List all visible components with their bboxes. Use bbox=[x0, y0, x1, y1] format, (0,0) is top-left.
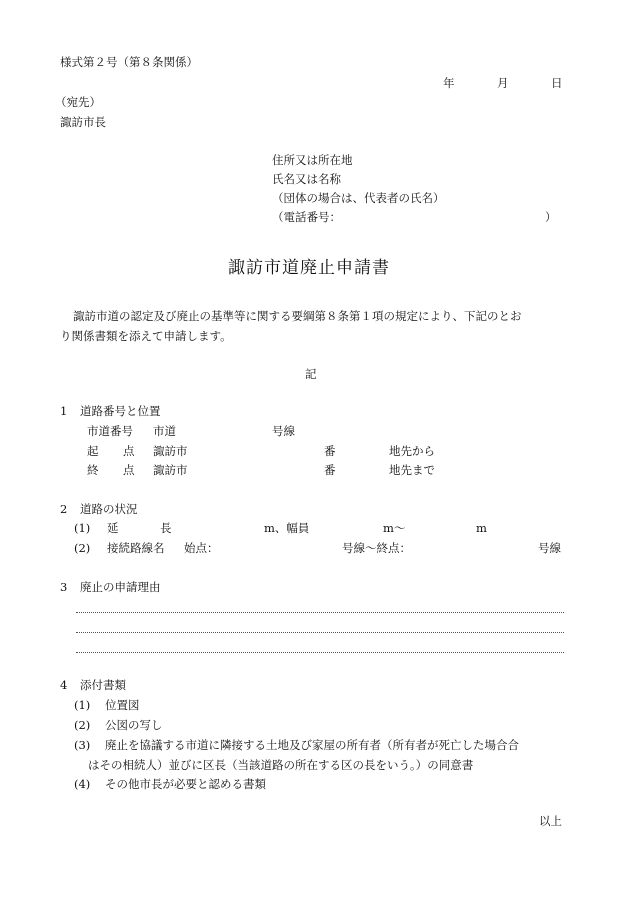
start-point-city: 諏訪市 bbox=[153, 444, 188, 458]
attachment-1-text: 位置図 bbox=[105, 698, 140, 712]
section4-heading: 添付書類 bbox=[80, 678, 126, 692]
attachment-4-text: その他市長が必要と認める書類 bbox=[105, 777, 266, 791]
route-prefix: 市道 bbox=[153, 424, 176, 438]
start-point-label-a: 起 bbox=[87, 444, 99, 458]
route-suffix: 号線 bbox=[272, 424, 295, 438]
section4-number: 4 bbox=[60, 678, 68, 692]
end-point-label-b: 点 bbox=[123, 463, 135, 477]
closing-ijou: 以上 bbox=[539, 814, 562, 828]
ki-heading: 記 bbox=[305, 367, 317, 381]
start-point-ban: 番 bbox=[324, 444, 336, 458]
applicant-phone-label: （電話番号： bbox=[272, 210, 341, 224]
route-number-label: 市道番号 bbox=[87, 424, 133, 438]
length-label-a: 延 bbox=[107, 521, 119, 535]
document-title: 諏訪市道廃止申請書 bbox=[228, 258, 390, 278]
reason-line-3 bbox=[76, 652, 564, 653]
date-year-label: 年 bbox=[443, 76, 455, 90]
date-day-label: 日 bbox=[551, 76, 563, 90]
attachment-3-text-continued: はその相続人）並びに区長（当該道路の所在する区の長をいう。）の同意書 bbox=[88, 758, 474, 772]
addressee: 諏訪市長 bbox=[60, 115, 106, 129]
length-unit-width-label: m、幅員 bbox=[264, 521, 310, 535]
item2-2-number: (2) bbox=[74, 541, 91, 555]
applicant-name-label: 氏名又は名称 bbox=[272, 172, 341, 186]
date-month-label: 月 bbox=[497, 76, 509, 90]
end-point-label-a: 終 bbox=[87, 463, 99, 477]
attachment-1-number: (1) bbox=[74, 698, 91, 712]
body-line-1: 諏訪市道の認定及び廃止の基準等に関する要綱第８条第１項の規定により、下記のとお bbox=[73, 309, 522, 323]
attachment-2-text: 公図の写し bbox=[105, 718, 163, 732]
end-point-suffix: 地先まで bbox=[389, 463, 435, 477]
width-unit-range: m～ bbox=[383, 521, 406, 535]
applicant-address-label: 住所又は所在地 bbox=[272, 153, 353, 167]
addressee-label: （宛先） bbox=[55, 95, 101, 109]
start-point-label-b: 点 bbox=[123, 444, 135, 458]
attachment-3-text: 廃止を協議する市道に隣接する土地及び家屋の所有者（所有者が死亡した場合合 bbox=[105, 738, 519, 752]
reason-line-2 bbox=[76, 632, 564, 633]
connecting-route-end: 号線 bbox=[538, 541, 561, 555]
body-line-2: り関係書類を添えて申請します。 bbox=[60, 329, 232, 343]
start-point-suffix: 地先から bbox=[389, 444, 435, 458]
attachment-2-number: (2) bbox=[74, 718, 91, 732]
attachment-4-number: (4) bbox=[74, 777, 91, 791]
item2-1-number: (1) bbox=[74, 521, 91, 535]
applicant-representative-label: （団体の場合は、代表者の氏名） bbox=[272, 191, 445, 205]
applicant-phone-close: ） bbox=[545, 210, 557, 224]
section2-heading: 道路の状況 bbox=[80, 502, 138, 516]
section3-heading: 廃止の申請理由 bbox=[80, 580, 161, 594]
section1-number: 1 bbox=[60, 404, 68, 418]
end-point-ban: 番 bbox=[324, 463, 336, 477]
reason-line-1 bbox=[76, 612, 564, 613]
section3-number: 3 bbox=[60, 580, 68, 594]
connecting-route-mid: 号線～終点： bbox=[342, 541, 411, 555]
attachment-3-number: (3) bbox=[74, 738, 91, 752]
section2-number: 2 bbox=[60, 502, 68, 516]
length-label-b: 長 bbox=[160, 521, 172, 535]
connecting-route-start: 始点： bbox=[184, 541, 219, 555]
connecting-route-label: 接続路線名 bbox=[107, 541, 165, 555]
form-label: 様式第２号（第８条関係） bbox=[60, 55, 198, 69]
width-unit-end: m bbox=[476, 521, 487, 535]
end-point-city: 諏訪市 bbox=[153, 463, 188, 477]
section1-heading: 道路番号と位置 bbox=[80, 404, 161, 418]
